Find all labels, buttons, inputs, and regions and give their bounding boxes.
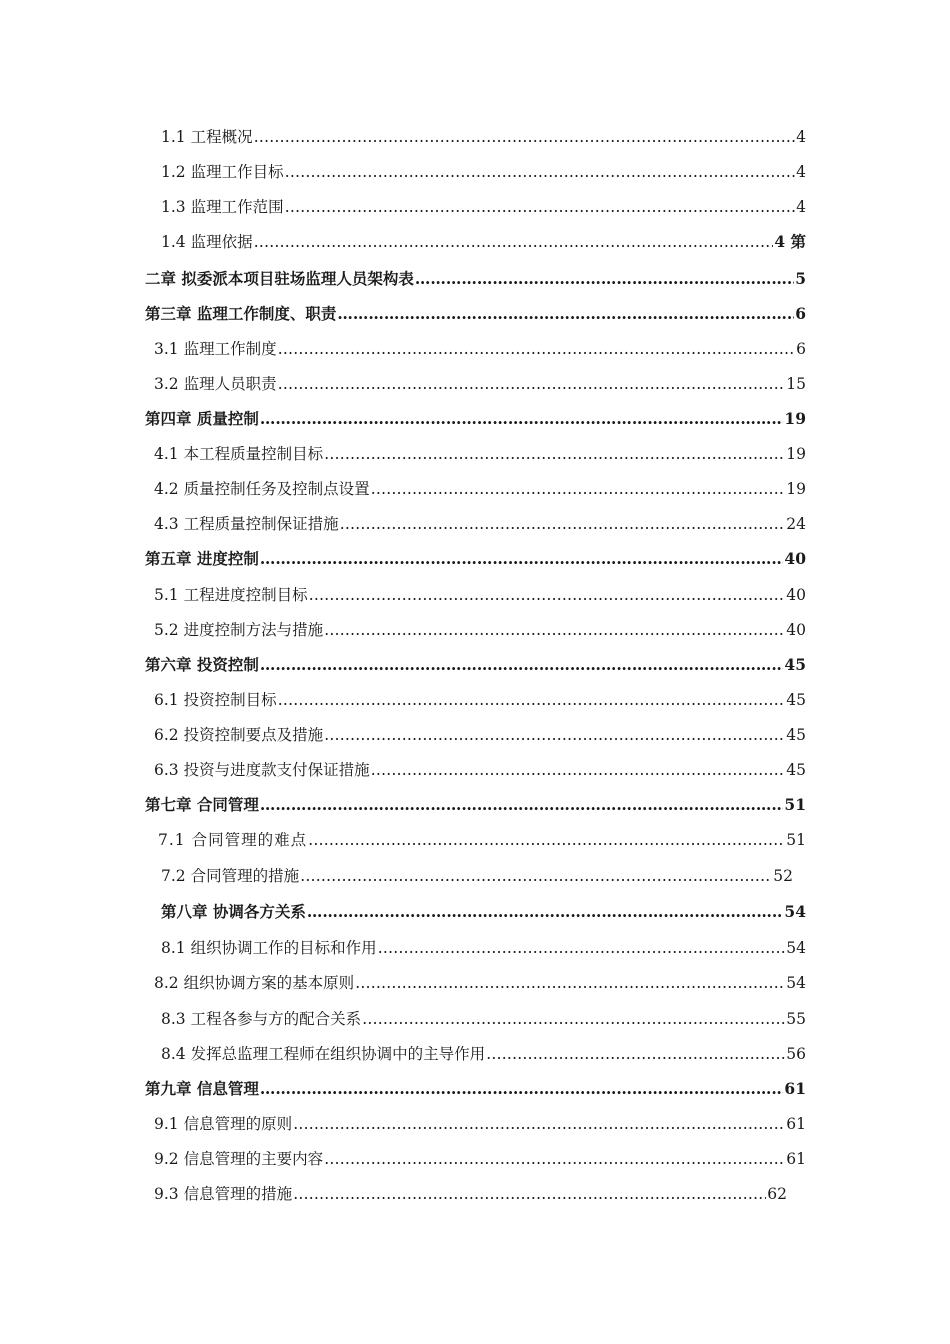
toc-entry-label: 7.2 合同管理的措施 [161,867,300,885]
toc-leader-dots [486,1043,785,1065]
toc-leader-dots [278,689,786,711]
toc-entry[interactable] [161,126,806,148]
toc-leader-dots [293,1183,766,1205]
toc-leader-dots [324,724,785,746]
toc-chapter-entry[interactable] [145,268,806,290]
toc-chapter-entry[interactable] [145,548,806,570]
toc-entry-label: 二章 拟委派本项目驻场监理人员架构表 [145,269,414,288]
toc-entry-label: 4.1 本工程质量控制目标 [154,445,324,463]
toc-leader-dots [362,1008,785,1030]
toc-entry-page: 61 [786,1150,806,1168]
toc-entry-page: 6 [796,340,806,358]
toc-entry-page: 56 [786,1045,806,1063]
toc-entry-label: 第三章 监理工作制度、职责 [145,304,337,323]
toc-chapter-entry[interactable] [145,408,806,430]
toc-entry-page: 51 [784,795,806,814]
toc-leader-dots [293,1113,785,1135]
toc-entry[interactable] [161,865,793,887]
toc-entry-page: 51 [786,831,806,849]
toc-entry-page: 4 [796,128,806,146]
toc-entry-label: 6.1 投资控制目标 [154,691,277,709]
toc-leader-dots [337,303,794,325]
toc-entry-page: 5 [795,269,806,288]
toc-entry-page: 45 [786,691,806,709]
toc-leader-dots [278,373,786,395]
toc-entry-label: 第六章 投资控制 [145,655,259,674]
toc-entry-label: 9.2 信息管理的主要内容 [154,1150,324,1168]
toc-entry[interactable] [154,1148,806,1170]
toc-entry-label: 1.1 工程概况 [161,128,253,146]
toc-leader-dots [260,794,784,816]
toc-entry-page: 19 [784,409,806,428]
toc-entry[interactable] [154,478,806,500]
toc-entry[interactable] [154,1183,787,1205]
toc-entry-label: 8.3 工程各参与方的配合关系 [161,1010,362,1028]
toc-entry[interactable] [154,584,806,606]
toc-entry-label: 7.1 合同管理的难点 [158,831,308,849]
toc-entry[interactable] [154,513,806,535]
toc-entry-page: 4 [796,163,806,181]
toc-entry-label: 4.2 质量控制任务及控制点设置 [154,480,370,498]
toc-leader-dots [324,619,785,641]
toc-entry-page: 4 [796,198,806,216]
toc-entry[interactable] [161,196,806,218]
toc-entry[interactable] [154,759,806,781]
toc-entry[interactable] [154,619,806,641]
toc-entry[interactable] [154,443,806,465]
toc-entry-label: 第八章 协调各方关系 [161,902,306,921]
toc-leader-dots [260,408,784,430]
toc-entry-page: 45 [784,655,806,674]
toc-entry[interactable] [154,724,806,746]
toc-entry-page: 61 [786,1115,806,1133]
toc-entry-page: 61 [784,1079,806,1098]
toc-entry-page: 24 [786,515,806,533]
toc-leader-dots [324,443,785,465]
toc-leader-dots [371,478,786,500]
toc-entry-page: 19 [786,480,806,498]
toc-entry[interactable] [161,1008,806,1030]
toc-entry-label: 第四章 质量控制 [145,409,259,428]
toc-leader-dots [254,126,796,148]
toc-entry-label: 第七章 合同管理 [145,795,259,814]
toc-leader-dots [260,1078,784,1100]
toc-leader-dots [285,196,796,218]
toc-leader-dots [307,901,784,923]
toc-entry-page: 4 第 [774,232,806,251]
toc-chapter-entry[interactable] [161,901,806,923]
toc-entry-label: 8.2 组织协调方案的基本原则 [154,974,355,992]
toc-entry-page: 54 [784,902,806,921]
toc-entry[interactable] [154,1113,806,1135]
toc-entry-label: 5.2 进度控制方法与措施 [154,621,324,639]
toc-entry[interactable] [154,972,806,994]
toc-entry-label: 3.2 监理人员职责 [154,375,277,393]
toc-leader-dots [378,937,786,959]
toc-entry[interactable] [161,937,806,959]
toc-entry-label: 1.2 监理工作目标 [161,163,284,181]
toc-entry-label: 9.3 信息管理的措施 [154,1185,293,1203]
toc-entry-page: 52 [773,867,793,885]
toc-leader-dots [415,268,794,290]
toc-entry[interactable] [161,231,806,253]
toc-entry-label: 8.4 发挥总监理工程师在组织协调中的主导作用 [161,1045,486,1063]
toc-entry[interactable] [154,373,806,395]
toc-chapter-entry[interactable] [145,794,806,816]
toc-entry-label: 5.1 工程进度控制目标 [154,586,308,604]
toc-entry[interactable] [161,1043,806,1065]
toc-leader-dots [260,548,784,570]
toc-entry-page: 40 [786,621,806,639]
toc-entry-label: 9.1 信息管理的原则 [154,1115,293,1133]
toc-entry-label: 第九章 信息管理 [145,1079,259,1098]
toc-leader-dots [308,829,785,851]
toc-leader-dots [340,513,786,535]
toc-entry-label: 4.3 工程质量控制保证措施 [154,515,339,533]
toc-chapter-entry[interactable] [145,303,806,325]
toc-entry-page: 19 [786,445,806,463]
toc-leader-dots [371,759,786,781]
toc-leader-dots [278,338,796,360]
toc-entry-label: 3.1 监理工作制度 [154,340,277,358]
toc-entry-label: 1.3 监理工作范围 [161,198,284,216]
toc-entry[interactable] [158,829,806,851]
toc-entry-label: 6.3 投资与进度款支付保证措施 [154,761,370,779]
toc-entry-page: 45 [786,761,806,779]
toc-entry-label: 1.4 监理依据 [161,233,253,251]
toc-entry-page: 40 [784,549,806,568]
toc-entry-page: 40 [786,586,806,604]
toc-entry-page: 55 [786,1010,806,1028]
toc-leader-dots [300,865,772,887]
toc-entry-page: 45 [786,726,806,744]
toc-leader-dots [324,1148,785,1170]
toc-leader-dots [285,161,796,183]
toc-entry-page: 54 [786,939,806,957]
toc-entry-page: 6 [795,304,806,323]
toc-leader-dots [254,231,774,253]
toc-entry-page: 54 [786,974,806,992]
toc-entry-label: 第五章 进度控制 [145,549,259,568]
toc-leader-dots [355,972,785,994]
toc-chapter-entry[interactable] [145,654,806,676]
toc-leader-dots [309,584,786,606]
toc-entry-page: 15 [786,375,806,393]
toc-entry[interactable] [154,338,806,360]
toc-chapter-entry[interactable] [145,1078,806,1100]
toc-entry-page: 62 [767,1185,787,1203]
toc-entry-label: 8.1 组织协调工作的目标和作用 [161,939,377,957]
toc-entry[interactable] [161,161,806,183]
toc-entry[interactable] [154,689,806,711]
toc-entry-label: 6.2 投资控制要点及措施 [154,726,324,744]
toc-leader-dots [260,654,784,676]
